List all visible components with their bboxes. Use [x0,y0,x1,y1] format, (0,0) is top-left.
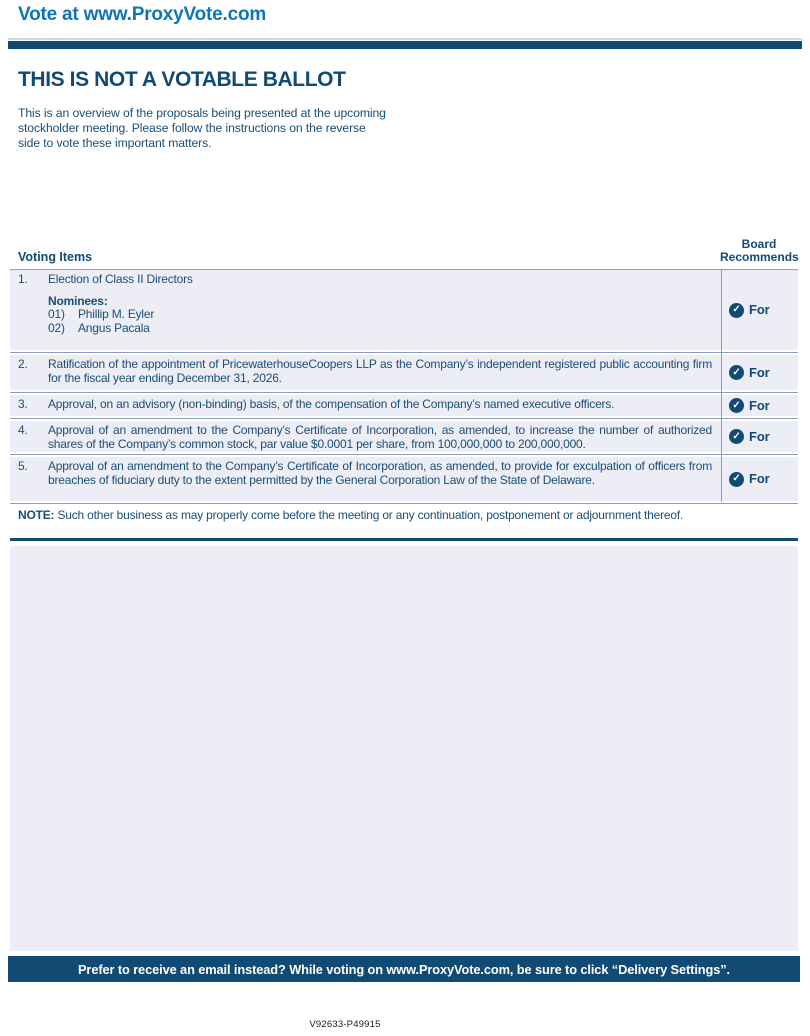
item-number: 1. [18,272,28,286]
row-separator [10,352,798,353]
check-circle-icon: ✓ [729,303,744,318]
column-divider [721,270,722,502]
page-title: THIS IS NOT A VOTABLE BALLOT [18,68,346,91]
table-row-4 [10,421,798,452]
recommendation-label: For [749,471,770,487]
recommendation-label: For [749,397,770,413]
header-rule-light [8,38,802,40]
item-text [48,270,722,350]
nominee-line [48,308,712,322]
item-number: 4. [18,423,28,437]
row-separator [10,418,798,419]
row-separator [10,454,798,455]
table-row-1 [10,270,798,350]
nominee-name: Angus Pacala [78,320,150,335]
item-text: Approval of an amendment to the Company’s Certificate of Incorporation, as amended, to increase the number of authorized shares of the Company’s common stock, par value $0.0001 per share, from 100,000,000 to 200,000,000. [48,423,712,451]
check-circle-icon: ✓ [729,472,744,487]
item-number: 5. [18,459,28,473]
board-recommendation [722,395,798,416]
item-text: Approval, on an advisory (non-binding) basis, of the compensation of the Company’s named executive officers. [48,397,615,411]
check-circle-icon: ✓ [729,429,744,444]
nominee-line [48,322,712,336]
document-code: V92633-P49915 [309,1019,381,1030]
board-recommendation [722,421,798,452]
nominee-name: Phillip M. Eyler [78,307,155,321]
nominee-number: 02) [48,320,65,335]
vote-url-link[interactable]: Vote at www.ProxyVote.com [18,4,267,25]
board-recommendation [722,457,798,501]
header-rule-dark [8,41,802,49]
empty-panel [10,546,798,951]
recommendation-label: For [749,302,770,318]
voting-items-table [10,269,798,541]
check-circle-icon: ✓ [729,398,744,413]
table-row-2 [10,355,798,390]
table-row-3 [10,395,798,416]
footer-banner [8,956,800,982]
table-row-5 [10,457,798,501]
intro-paragraph: This is an overview of the proposals being presented at the upcoming stockholder meeting. Please follow the instructions on the reverse side to vote these important matters. [18,106,386,151]
voting-items-column-header: Voting Items [18,250,93,264]
item-number: 2. [18,357,28,371]
board-recommendation [722,355,798,390]
row-separator [10,503,798,504]
row-separator [10,392,798,393]
board-recommendation [722,270,798,350]
item-title: Election of Class II Directors [48,272,193,286]
item-text: Ratification of the appointment of PricewaterhouseCoopers LLP as the Company’s independent registered public accounting firm for the fiscal year ending December 31, 2026. [48,357,712,385]
recommendation-label: For [749,364,770,380]
note-text: Such other business as may properly come before the meeting or any continuation, postponement or adjournment thereof. [57,508,684,522]
recommendation-label: For [749,428,770,444]
item-number: 3. [18,397,28,411]
nominees-label: Nominees: [48,293,108,308]
nominee-number: 01) [48,307,65,321]
check-circle-icon: ✓ [729,365,744,380]
footer-banner-text: Prefer to receive an email instead? While voting on www.ProxyVote.com, be sure to click “Delivery Settings”. [78,961,730,977]
item-text: Approval of an amendment to the Company’s Certificate of Incorporation, as amended, to provide for exculpation of officers from breaches of fiduciary duty to the extent permitted by the General Corporation Law of the State of Delaware. [48,459,712,487]
table-bottom-rule [10,538,798,541]
note-row [10,506,798,538]
board-recommends-column-header: Board Recommends [720,237,799,264]
note-label: NOTE: [18,508,55,522]
